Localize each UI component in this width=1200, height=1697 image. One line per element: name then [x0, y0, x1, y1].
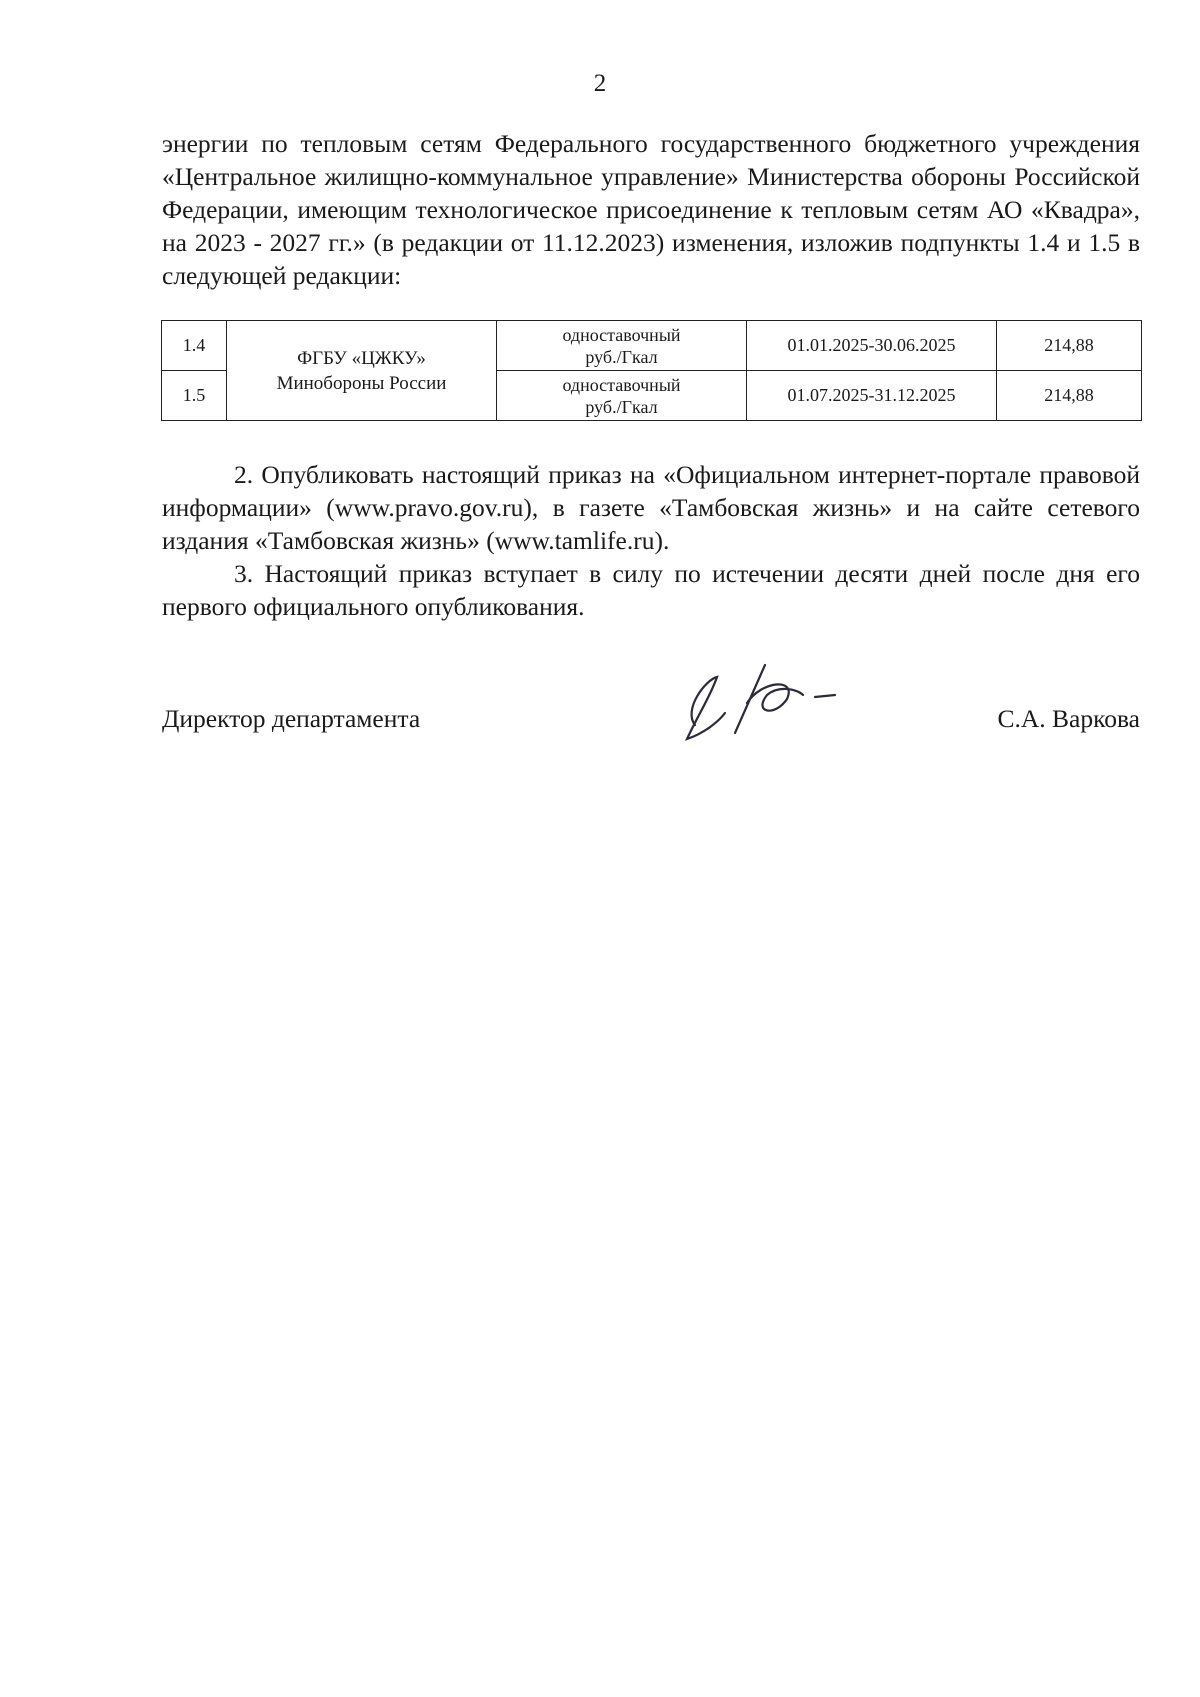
rate-type: одноставочный: [562, 324, 681, 345]
signature-name: С.А. Варкова: [997, 704, 1140, 733]
value-cell: 214,88: [997, 371, 1142, 421]
page-number: 2: [593, 70, 607, 97]
row-number: 1.4: [162, 321, 227, 371]
rate-type: одноставочный: [562, 374, 681, 395]
tariff-table: [161, 320, 1142, 421]
rate-cell: [497, 321, 747, 371]
organization-ministry: Минобороны России: [276, 372, 447, 394]
paragraph-3: 3. Настоящий приказ вступает в силу по истечении десяти дней после дня его первого официального опубликования.: [162, 559, 1140, 621]
rate-cell: [497, 371, 747, 421]
signature-role: Директор департамента: [162, 704, 421, 733]
organization-cell: [227, 321, 497, 421]
value-cell: 214,88: [997, 321, 1142, 371]
period-cell: 01.07.2025-31.12.2025: [747, 371, 997, 421]
rate-unit: руб./Гкал: [585, 396, 658, 417]
intro-paragraph: энергии по тепловым сетям Федерального государственного бюджетного учреждения «Центральное жилищно-коммунальное управление» Министерства обороны Российской Федерации, имеющим технологическое присоединение к тепловым сетям АО «Квадра», на 2023 - 2027 гг.» (в редакции от 11.12.2023) изменения, изложив подпункты 1.4 и 1.5 в следующей редакции:: [162, 129, 1140, 290]
rate-unit: руб./Гкал: [585, 346, 658, 367]
period-cell: 01.01.2025-30.06.2025: [747, 321, 997, 371]
paragraph-2: 2. Опубликовать настоящий приказ на «Официальном интернет-портале правовой информации» (www.pravo.gov.ru), в газете «Тамбовская жизнь» и на сайте сетевого издания «Тамбовская жизнь» (www.tamlife.ru).: [162, 460, 1140, 555]
row-number: 1.5: [162, 371, 227, 421]
handwritten-signature: [665, 655, 845, 750]
organization-name: ФГБУ «ЦЖКУ»: [297, 347, 426, 369]
table-row: [162, 321, 1142, 371]
